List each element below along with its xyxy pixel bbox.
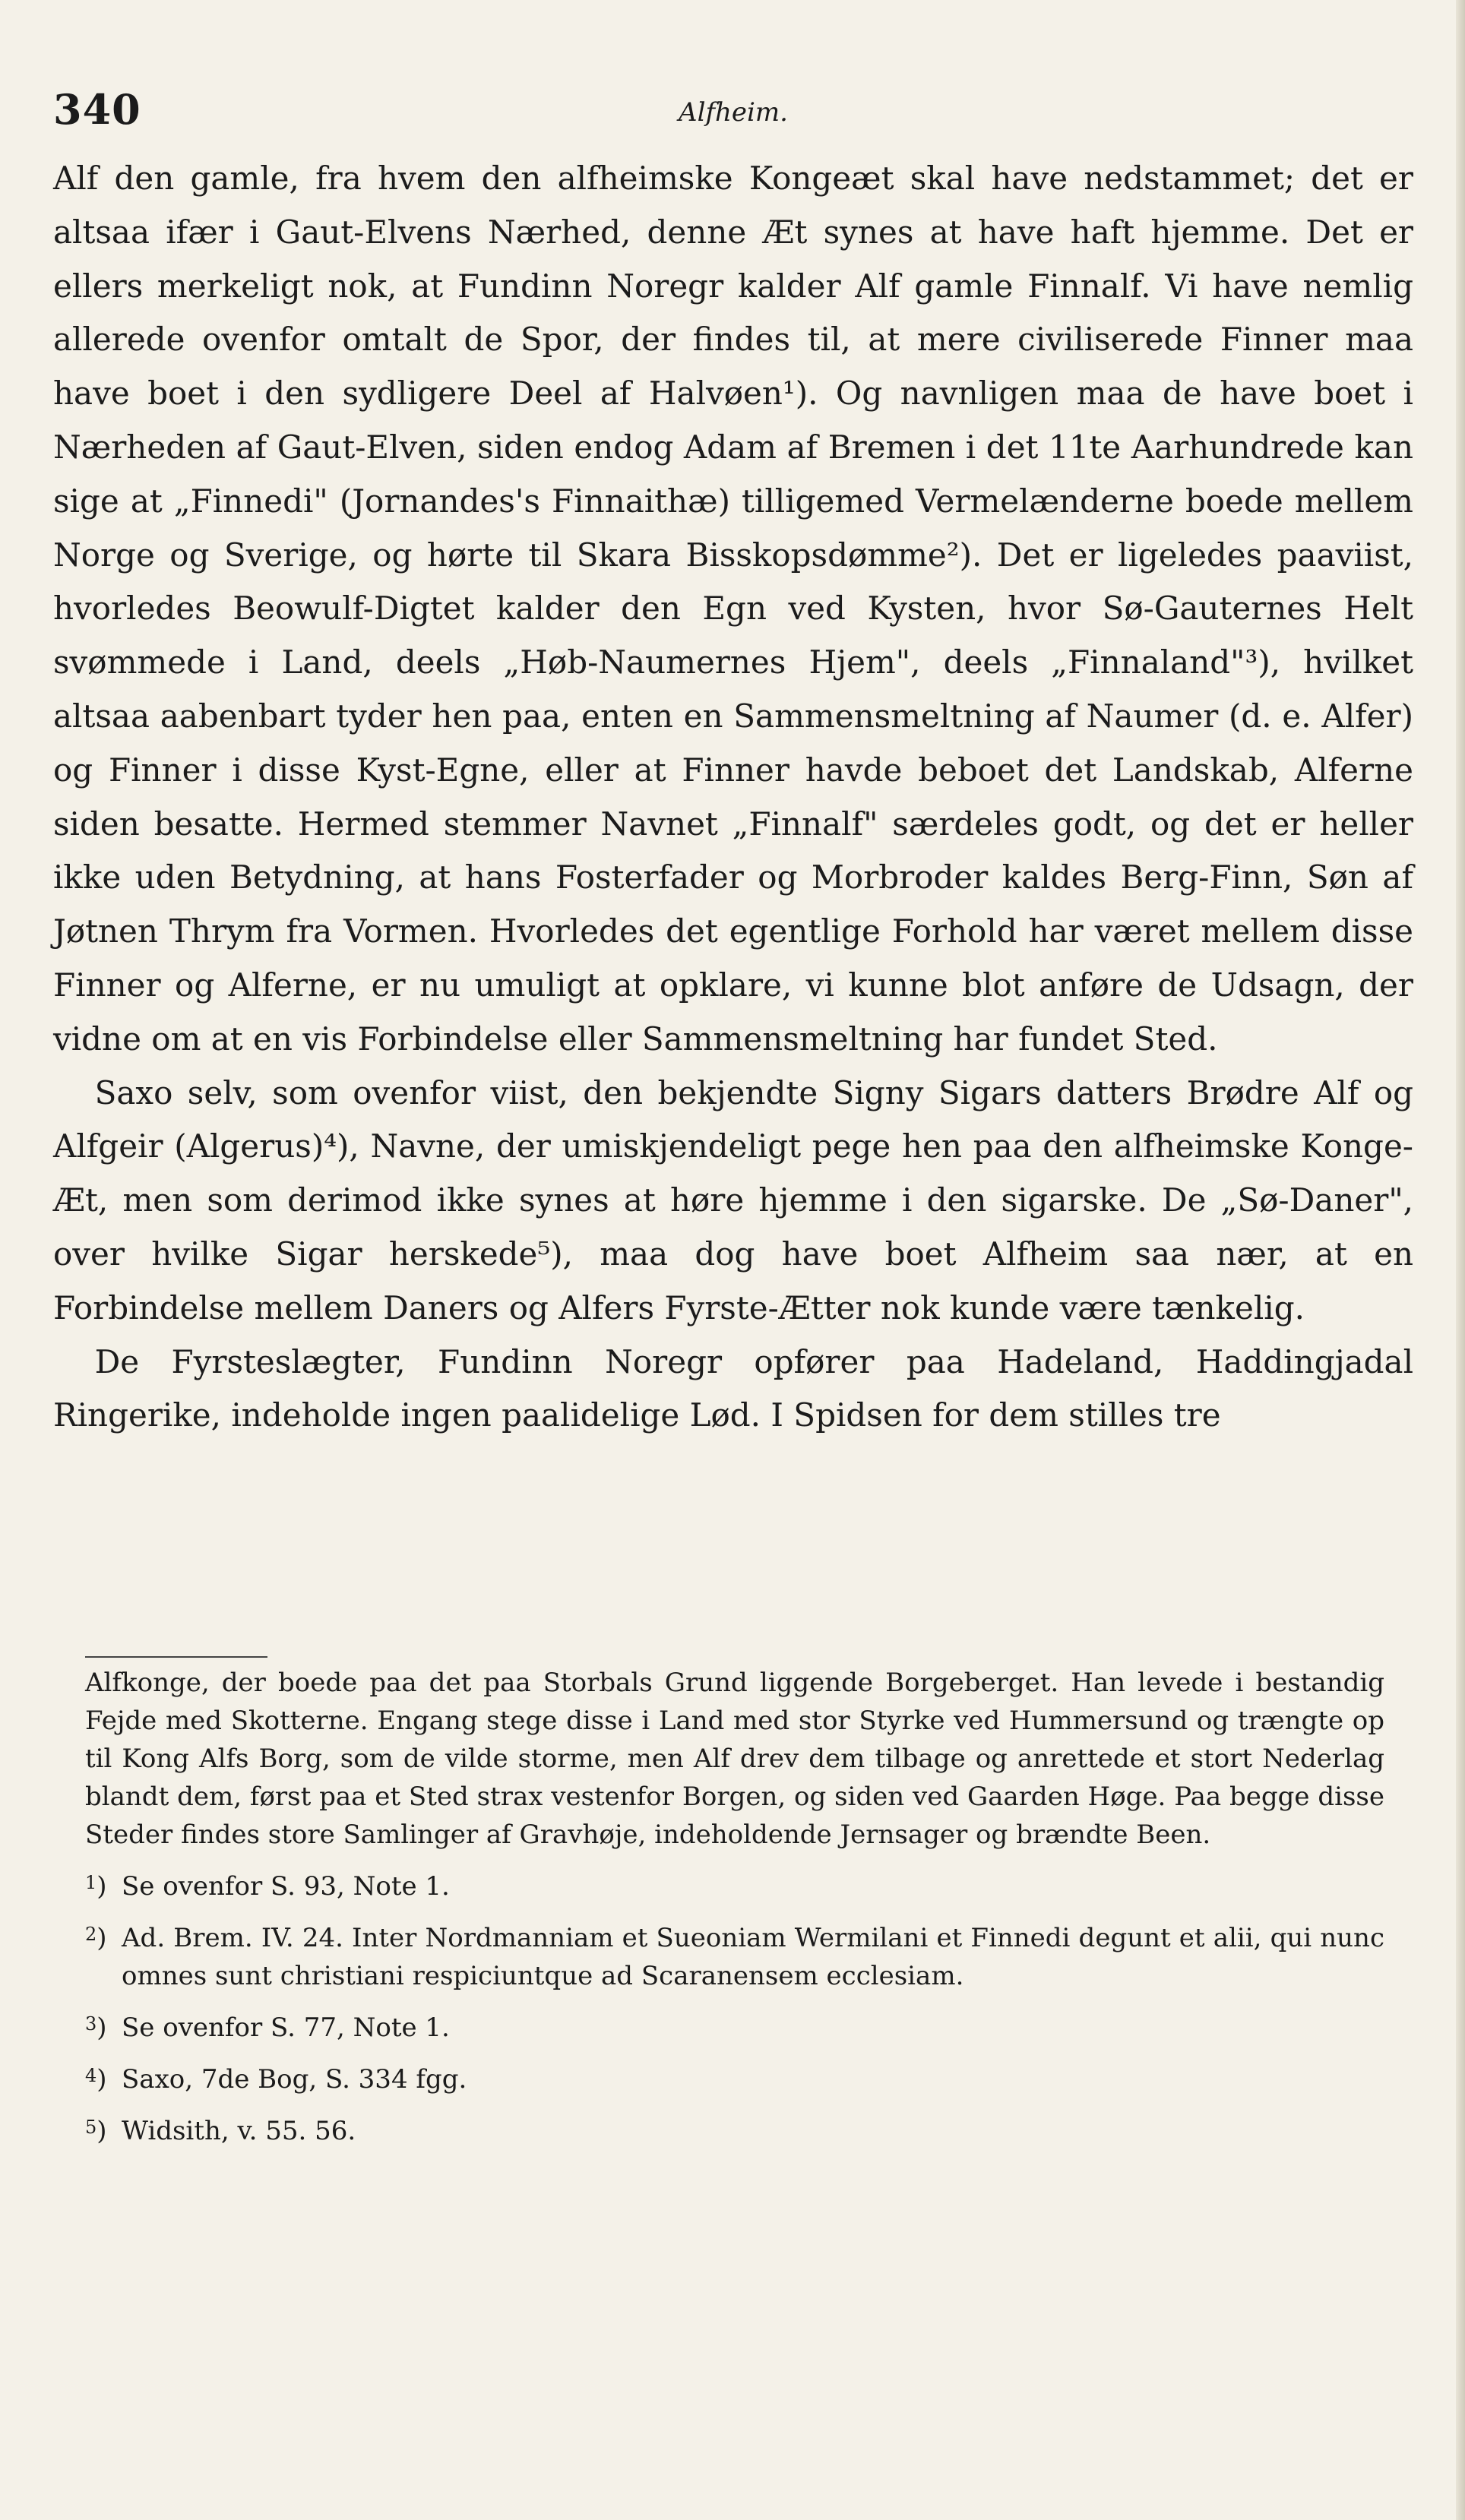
footnote-text: Widsith, v. 55. 56. — [122, 2116, 356, 2146]
page-number: 340 — [53, 85, 141, 134]
footnote — [85, 1919, 1384, 1995]
running-title: Alfheim. — [679, 97, 788, 128]
footnote — [85, 2060, 1384, 2098]
footnote-text: Se ovenfor S. 77, Note 1. — [122, 2013, 450, 2043]
footnote-mark: 1 ) — [85, 1861, 107, 1902]
footnote-mark: 2 ) — [85, 1913, 107, 1953]
footnote-continuation: Alfkonge, der boede paa det paa Storbals Grund liggende Borgeberget. Han levede i bestandig Fejde med Skotterne. Engang stege disse i Land med stor Styrke ved Hummersund og trængte op til Kong Alfs Borg, som de vilde storme, men Alf drev dem tilbage og anrettede et stort Nederlag blandt dem, først paa et Sted strax vestenfor Borgen, og siden ved Gaarden Høge. Paa begge disse Steder findes store Samlinger af Gravhøje, indeholdende Jernsager og brændte Been. — [85, 1668, 1384, 1850]
footnotes — [85, 1664, 1384, 2150]
paragraph: De Fyrsteslægter, Fundinn Noregr opfører paa Hadeland, Haddingjadal Ringerike, indeholde ingen paalidelige Lød. I Spidsen for dem stilles tre — [53, 1342, 1413, 1434]
paragraph: Alf den gamle, fra hvem den alfheimske Kongeæt skal have nedstammet; det er altsaa ifær i Gaut-Elvens Nærhed, denne Æt synes at have haft hjemme. Det er ellers merkeligt nok, at Fundinn Noregr kalder Alf gamle Finnalf. Vi have nemlig allerede ovenfor omtalt de Spor, der findes til, at mere civiliserede Finner maa have boet i den sydligere Deel af Halvøen¹). Og navnligen maa de have boet i Nærheden af Gaut-Elven, siden endog Adam af Bremen i det 11te Aarhundrede kan sige at „Finnedi" (Jornandes's Finnaithæ) tilligemed Vermelænderne boede mellem Norge og Sverige, og hørte til Skara Bisskopsdømme²). Det er ligeledes paaviist, hvorledes Beowulf-Digtet kalder den Egn ved Kysten, hvor Sø-Gauternes Helt svømmede i Land, deels „Høb-Naumernes Hjem", deels „Finnaland"³), hvilket altsaa aabenbart tyder hen paa, enten en Sammensmeltning af Naumer (d. e. Alfer) og Finner i disse Kyst-Egne, eller at Finner havde beboet det Landskab, Alferne siden besatte. Hermed stemmer Navnet „Finnalf" særdeles godt, og det er heller ikke uden Betydning, at hans Fosterfader og Morbroder kaldes Berg-Finn, Søn af Jøtnen Thrym fra Vormen. Hvorledes det egentlige Forhold har været mellem disse Finner og Alferne, er nu umuligt at opklare, vi kunne blot anføre de Udsagn, der vidne om at en vis Forbindelse eller Sammensmeltning har fundet Sted. — [53, 160, 1413, 1058]
footnote — [85, 2009, 1384, 2047]
footnote-text: Ad. Brem. IV. 24. Inter Nordmanniam et Sueoniam Wermilani et Finnedi degunt et alii, qui nunc omnes sunt christiani respiciuntque ad Scaranensem ecclesiam. — [122, 1923, 1384, 1991]
footnote-text: Se ovenfor S. 93, Note 1. — [122, 1871, 450, 1902]
footnote-mark: 5 ) — [85, 2106, 107, 2146]
footnote-mark: 3 ) — [85, 2003, 107, 2043]
page-edge — [1456, 0, 1465, 2520]
footnote-mark: 4 ) — [85, 2054, 107, 2095]
page-header — [53, 85, 1413, 138]
footnote-divider — [85, 1656, 267, 1658]
main-text — [53, 152, 1413, 1443]
paragraph: Saxo selv, som ovenfor viist, den bekjendte Signy Sigars datters Brødre Alf og Alfgeir (Algerus)⁴), Navne, der umiskjendeligt pege hen paa den alfheimske Konge-Æt, men som derimod ikke synes at høre hjemme i den sigarske. De „Sø-Daner", over hvilke Sigar herskede⁵), maa dog have boet Alfheim saa nær, at en Forbindelse mellem Daners og Alfers Fyrste-Ætter nok kunde være tænkelig. — [53, 1073, 1413, 1326]
footnote-text: Saxo, 7de Bog, S. 334 fgg. — [122, 2064, 467, 2095]
footnote — [85, 2112, 1384, 2150]
footnote — [85, 1867, 1384, 1905]
